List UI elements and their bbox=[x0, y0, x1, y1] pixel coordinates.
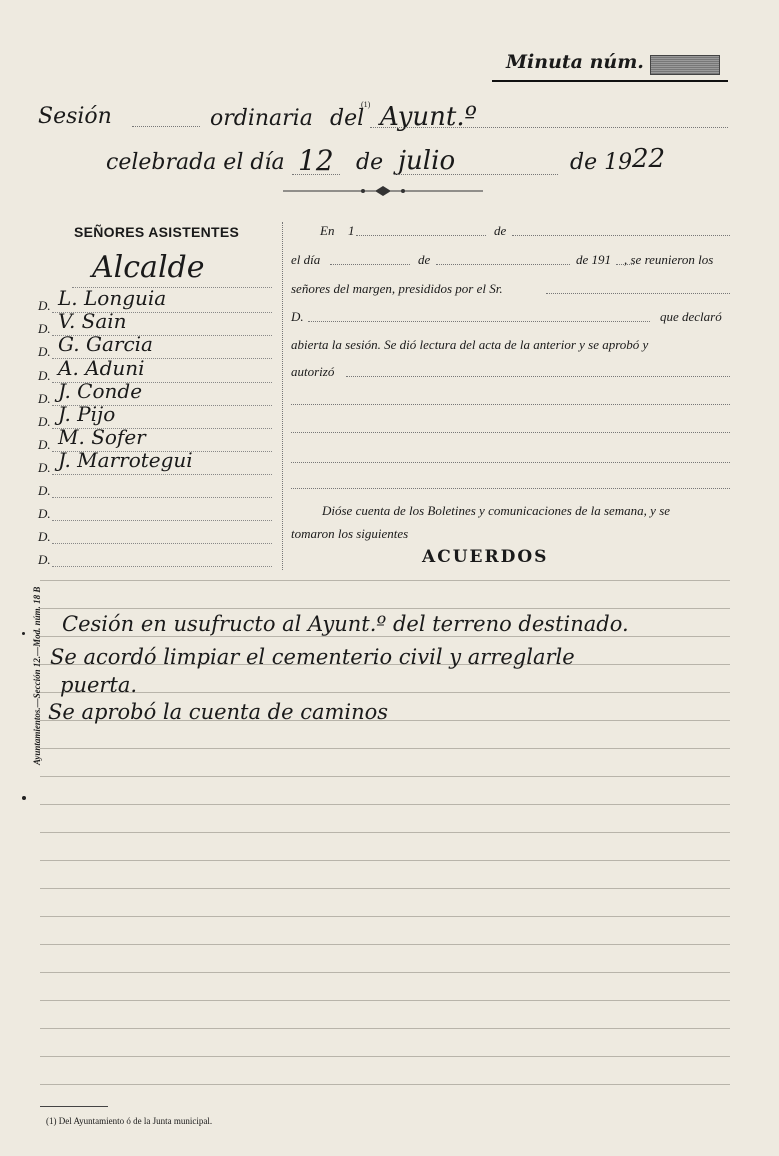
form-line3: señores del margen, presididos por el Sr. bbox=[291, 281, 503, 296]
form-blank-3 bbox=[291, 462, 730, 463]
ruled-line bbox=[40, 1084, 730, 1085]
acuerdos-heading: ACUERDOS bbox=[422, 547, 549, 567]
organo-blank bbox=[370, 127, 728, 128]
ornament-divider bbox=[283, 184, 483, 198]
ayuntamiento-handwritten: Ayunt.º bbox=[380, 102, 477, 132]
form-line1-blank-b bbox=[512, 235, 730, 236]
minuta-header bbox=[492, 48, 728, 82]
minuta-number-box bbox=[650, 55, 720, 75]
ruled-line bbox=[40, 944, 730, 945]
asistente-name-handwritten: J. Marrotegui bbox=[58, 448, 193, 472]
year-handwritten: 22 bbox=[632, 144, 666, 174]
form-line5: abierta la sesión. Se dió lectura del acta de la anterior y se aprobó y bbox=[291, 337, 649, 352]
asistentes-title: SEÑORES ASISTENTES bbox=[74, 224, 240, 240]
ruled-line bbox=[40, 1028, 730, 1029]
form-en: En bbox=[320, 223, 335, 238]
form-blank-4 bbox=[291, 488, 730, 489]
form-line4-blank bbox=[308, 321, 650, 322]
asistente-line bbox=[52, 520, 272, 521]
asistente-d-label: D. bbox=[38, 460, 51, 475]
form-line6: autorizó bbox=[291, 364, 335, 379]
year-prefix: de 19 bbox=[570, 150, 633, 175]
asistente-line bbox=[52, 543, 272, 544]
asistente-d-label: D. bbox=[38, 437, 51, 452]
de-label: de bbox=[356, 150, 384, 175]
day-handwritten: 12 bbox=[298, 144, 334, 177]
column-separator bbox=[282, 222, 283, 570]
superscript-note: (1) bbox=[361, 100, 371, 109]
asistente-d-label: D. bbox=[38, 298, 51, 313]
form-line2-year: de 191 bbox=[576, 252, 612, 267]
alcalde-handwritten: Alcalde bbox=[92, 250, 205, 285]
asistente-name-handwritten: G. Garcia bbox=[58, 332, 153, 356]
footnote: (1) Del Ayuntamiento ó de la Junta municipal. bbox=[46, 1116, 213, 1126]
form-line6-blank bbox=[346, 376, 730, 377]
ruled-line bbox=[40, 860, 730, 861]
acuerdo-line-4: Se aprobó la cuenta de caminos bbox=[48, 700, 389, 724]
asistente-d-label: D. bbox=[38, 414, 51, 429]
ruled-line bbox=[40, 748, 730, 749]
ruled-line bbox=[40, 1000, 730, 1001]
asistente-name-handwritten: J. Pijo bbox=[58, 402, 116, 426]
asistente-d-label: D. bbox=[38, 506, 51, 521]
form-line2-de: de bbox=[418, 252, 431, 267]
celebrada-label: celebrada el día bbox=[106, 150, 285, 175]
sesion-label: Sesión bbox=[38, 104, 112, 129]
asistente-d-label: D. bbox=[38, 391, 51, 406]
asistente-d-label: D. bbox=[38, 368, 51, 383]
form-line1-blank-a bbox=[356, 235, 486, 236]
form-line4-d: D. bbox=[291, 309, 304, 324]
asistente-d-label: D. bbox=[38, 483, 51, 498]
form-line4-rest: que declaró bbox=[660, 309, 722, 324]
asistente-name-handwritten: J. Conde bbox=[58, 379, 143, 403]
asistente-line bbox=[52, 474, 272, 475]
ruled-line bbox=[40, 692, 730, 693]
bleed-through bbox=[190, 930, 193, 941]
acuerdo-line-1: Cesión en usufructo al Ayunt.º del terreno destinado. bbox=[62, 612, 629, 636]
asistente-d-label: D. bbox=[38, 552, 51, 567]
form-blank-1 bbox=[291, 404, 730, 405]
ruled-line bbox=[40, 636, 730, 637]
ruled-line bbox=[40, 1056, 730, 1057]
day-blank bbox=[292, 174, 340, 175]
ruled-line bbox=[40, 972, 730, 973]
acuerdo-line-2: Se acordó limpiar el cementerio civil y arreglarle bbox=[50, 645, 575, 669]
ruled-line bbox=[40, 580, 730, 581]
ruled-line bbox=[40, 916, 730, 917]
margin-mark bbox=[22, 796, 26, 800]
form-line7: Dióse cuenta de los Boletines y comunicaciones de la semana, y se bbox=[322, 503, 671, 518]
del-label: del bbox=[330, 106, 365, 131]
asistente-d-label: D. bbox=[38, 344, 51, 359]
form-line1-de: de bbox=[494, 223, 507, 238]
footnote-rule bbox=[40, 1106, 108, 1107]
acuerdo-line-3: puerta. bbox=[60, 673, 138, 697]
ruled-line bbox=[40, 832, 730, 833]
asistente-line bbox=[52, 497, 272, 498]
ruled-line bbox=[40, 776, 730, 777]
ruled-line bbox=[40, 608, 730, 609]
asistente-name-handwritten: M. Sofer bbox=[58, 425, 146, 449]
asistente-d-label: D. bbox=[38, 321, 51, 336]
minuta-label: Minuta núm. bbox=[506, 51, 644, 73]
asistente-d-label: D. bbox=[38, 529, 51, 544]
month-blank bbox=[394, 174, 558, 175]
asistente-line bbox=[52, 566, 272, 567]
form-line2-rest: , se reunieron los bbox=[624, 252, 714, 267]
ordinaria-label: ordinaria bbox=[210, 106, 313, 131]
form-line2-blank-b bbox=[436, 264, 570, 265]
margin-mark bbox=[22, 632, 25, 635]
ruled-line bbox=[40, 888, 730, 889]
form-el-dia: el día bbox=[291, 252, 321, 267]
sesion-blank bbox=[132, 126, 200, 127]
sidebar-imprint: Ayuntamientos.—Sección 12.—Mod. núm. 18 B bbox=[32, 586, 42, 765]
form-line3-blank bbox=[546, 293, 730, 294]
minuta-rule bbox=[492, 80, 728, 82]
form-en-num: 1 bbox=[348, 223, 355, 238]
month-handwritten: julio bbox=[398, 146, 456, 176]
asistente-name-handwritten: V. Sain bbox=[58, 309, 127, 333]
asistente-name-handwritten: A. Aduni bbox=[58, 356, 145, 380]
form-blank-2 bbox=[291, 432, 730, 433]
form-line2-blank-a bbox=[330, 264, 410, 265]
form-line8: tomaron los siguientes bbox=[291, 526, 409, 541]
ruled-line bbox=[40, 804, 730, 805]
asistente-name-handwritten: L. Longuia bbox=[58, 286, 167, 310]
